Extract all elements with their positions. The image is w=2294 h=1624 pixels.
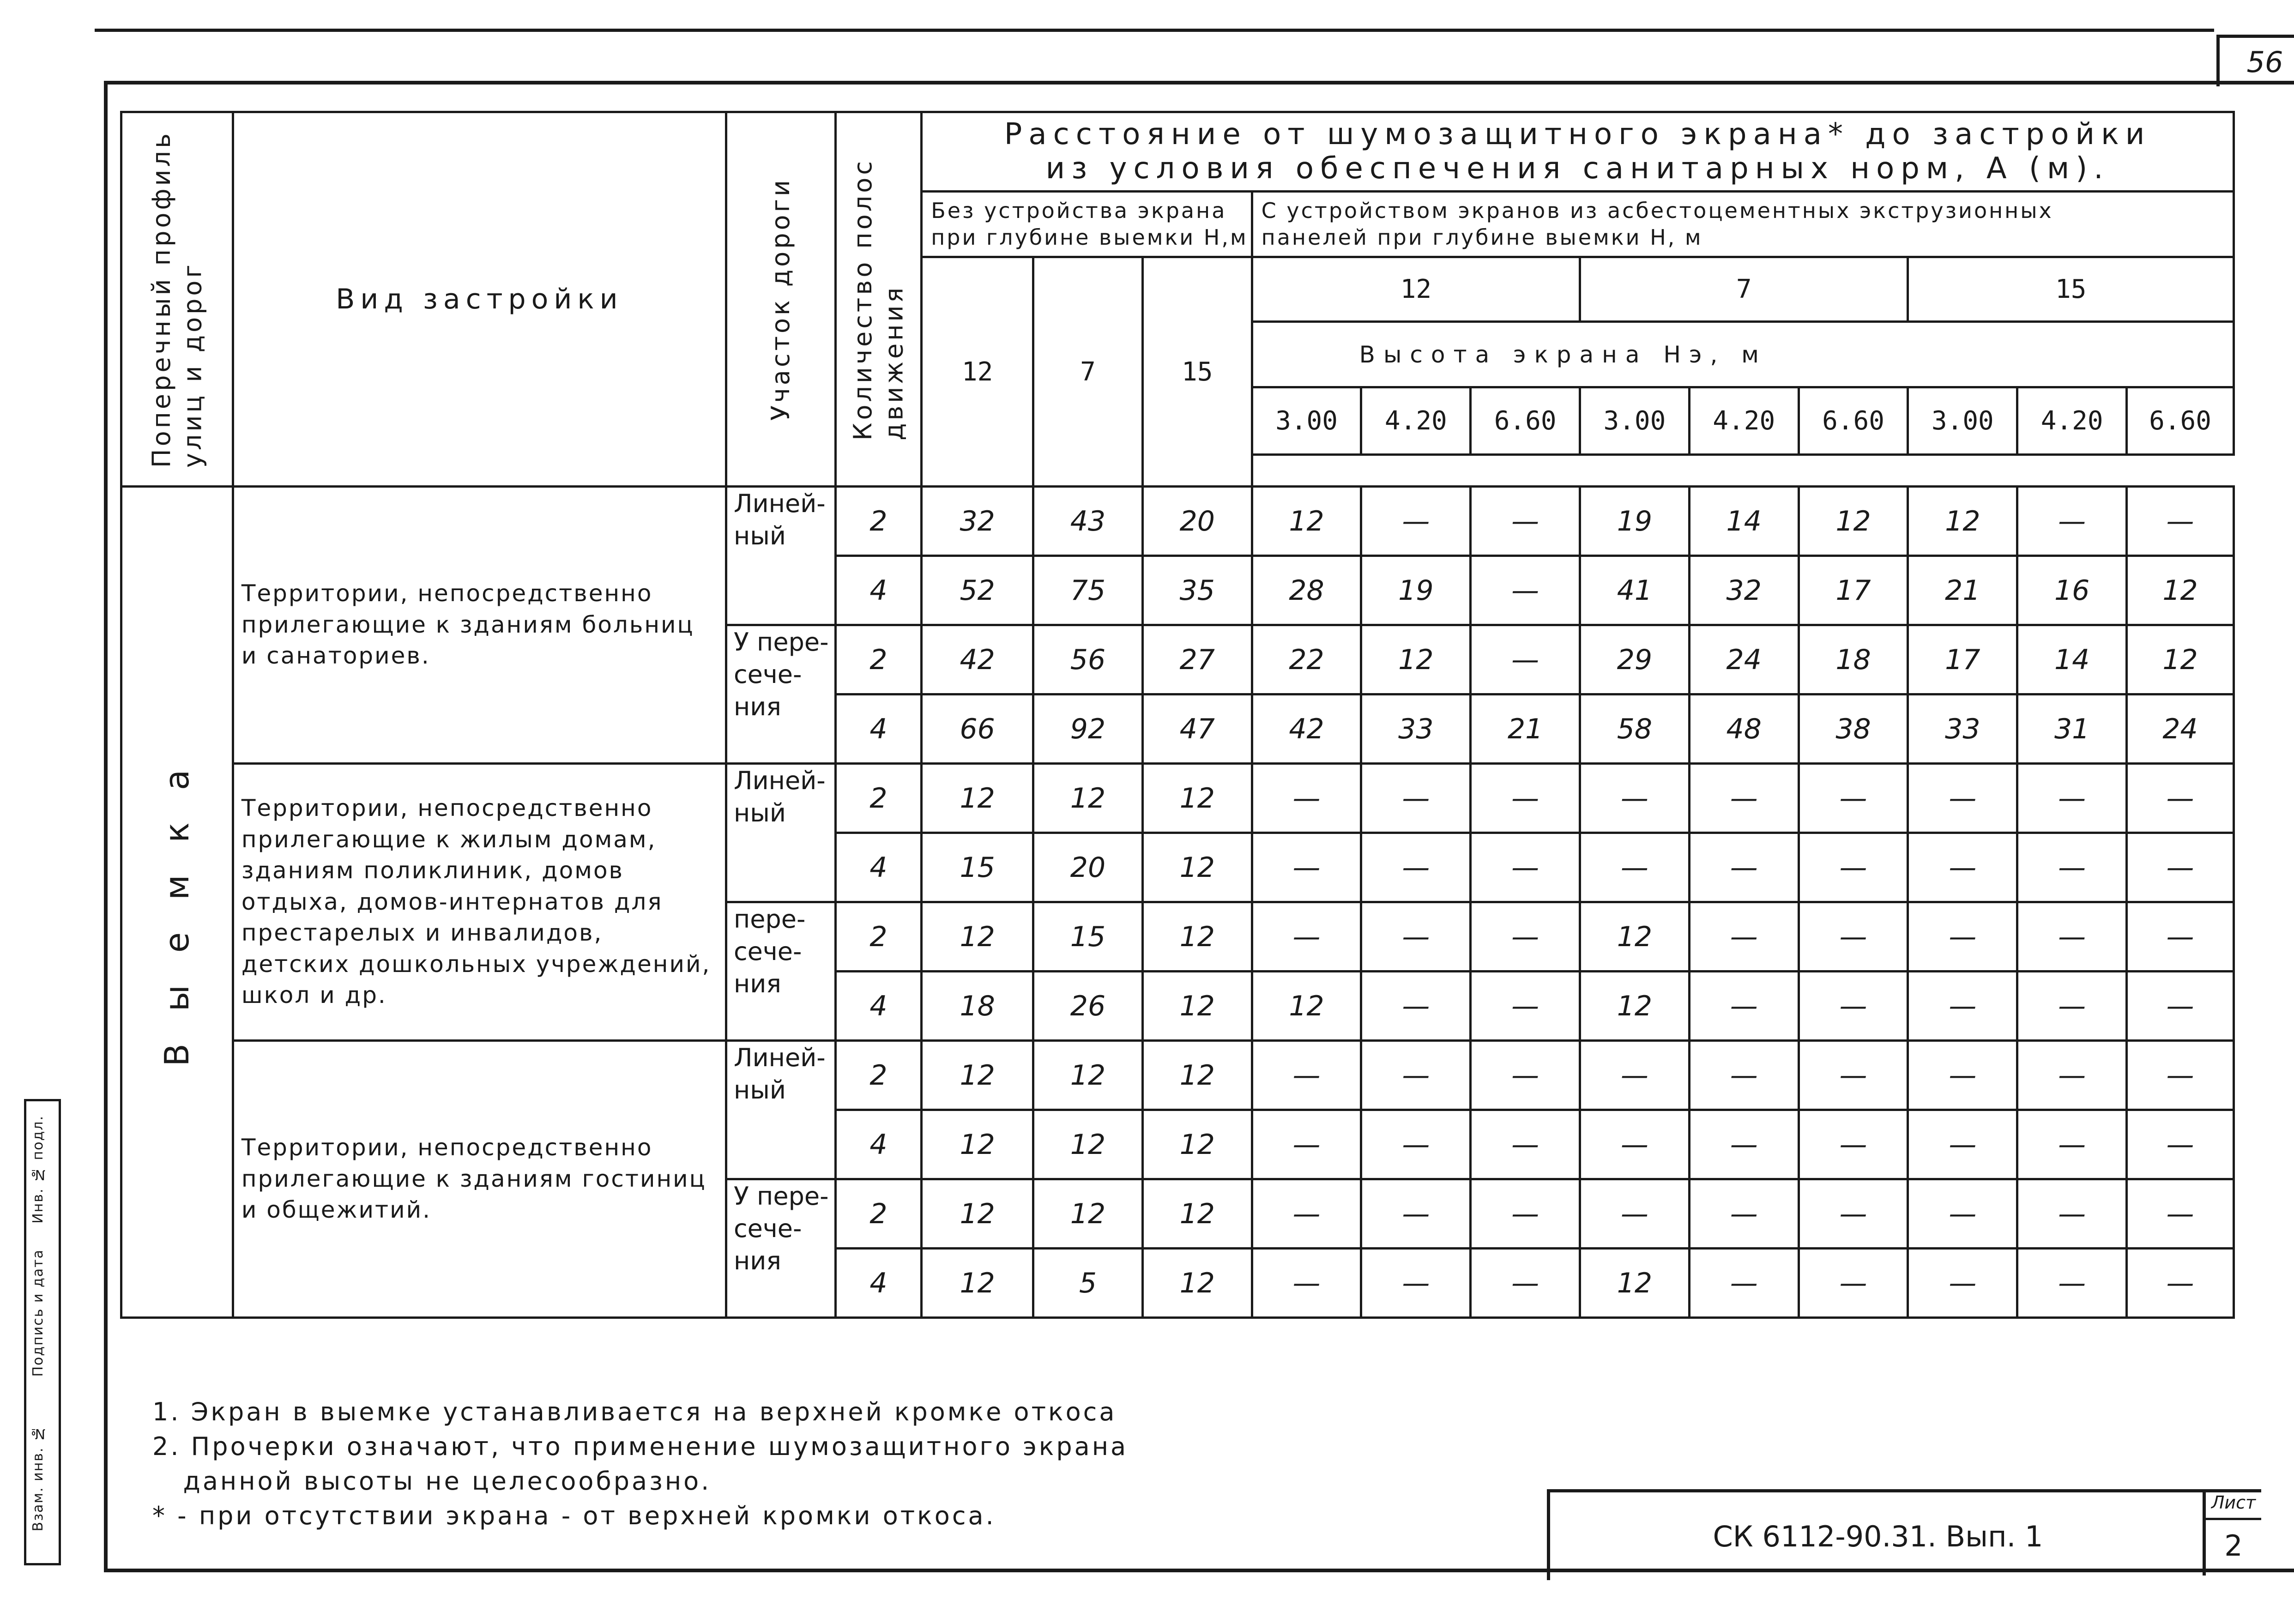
- distance-cell: —: [2017, 1249, 2127, 1318]
- header-depth-no-screen: 15: [1142, 257, 1252, 487]
- distance-cell: 12: [1142, 902, 1252, 972]
- header-depth-no-screen: 7: [1033, 257, 1143, 487]
- note-line: данной высоты не целесообразно.: [152, 1467, 712, 1496]
- distance-cell: —: [1799, 1249, 1908, 1318]
- distance-cell: —: [1580, 1110, 1690, 1179]
- profile-cell: Выемка: [121, 487, 233, 1318]
- top-rule: [95, 29, 2214, 32]
- header-screen-height-value: 4.20: [2017, 387, 2127, 455]
- table-row: [121, 487, 2234, 556]
- distance-cell: 12: [1142, 764, 1252, 833]
- distance-cell: —: [1908, 764, 2017, 833]
- distance-cell: 5: [1033, 1249, 1143, 1318]
- header-with-screen: С устройством экранов из асбестоцементных экструзионных панелей при глубине выемки Н, м: [1252, 192, 2234, 257]
- distance-cell: —: [1689, 764, 1799, 833]
- distance-cell: —: [1361, 487, 1471, 556]
- distance-cell: 12: [1033, 1110, 1143, 1179]
- header-type: Вид застройки: [233, 112, 726, 487]
- distance-cell: —: [1361, 972, 1471, 1041]
- distance-cell: —: [2017, 1110, 2127, 1179]
- distance-cell: 18: [922, 972, 1033, 1041]
- header-screen-height-value: 3.00: [1252, 387, 1361, 455]
- header-depth-screen: 12: [1252, 257, 1580, 322]
- distance-cell: 15: [1033, 902, 1143, 972]
- distance-cell: —: [1252, 1041, 1361, 1110]
- distance-cell: 12: [1142, 1249, 1252, 1318]
- side-stamp-field: Инв. № подл.: [30, 1115, 46, 1224]
- note-line: 1. Экран в выемке устанавливается на верхней кромке откоса: [152, 1397, 1117, 1426]
- notes: [152, 1395, 1128, 1533]
- lanes-cell: 2: [835, 487, 921, 556]
- distance-cell: —: [1689, 1110, 1799, 1179]
- distance-cell: —: [1361, 1179, 1471, 1249]
- distance-cell: 12: [1142, 1041, 1252, 1110]
- distance-cell: —: [1580, 1041, 1690, 1110]
- distance-cell: 66: [922, 694, 1033, 764]
- header-depth-screen: 7: [1580, 257, 1908, 322]
- distance-cell: 12: [1142, 972, 1252, 1041]
- distance-cell: 35: [1142, 556, 1252, 625]
- distance-cell: 42: [922, 625, 1033, 694]
- distance-cell: 28: [1252, 556, 1361, 625]
- distance-cell: —: [1908, 1249, 2017, 1318]
- distance-cell: —: [1252, 833, 1361, 902]
- development-type: Территории, непосредственно прилегающие к зданиям гостиниц и общежитий.: [233, 1041, 726, 1318]
- lanes-cell: 2: [835, 1179, 921, 1249]
- distance-cell: 75: [1033, 556, 1143, 625]
- distance-cell: —: [1689, 1249, 1799, 1318]
- page-number: 56: [2216, 35, 2294, 86]
- distance-cell: —: [1252, 1179, 1361, 1249]
- distance-cell: 12: [922, 1249, 1033, 1318]
- note-line: * - при отсутствии экрана - от верхней кромки откоса.: [152, 1501, 996, 1530]
- distance-cell: —: [1799, 902, 1908, 972]
- distance-cell: 52: [922, 556, 1033, 625]
- distance-cell: 12: [1580, 1249, 1690, 1318]
- distance-cell: —: [1799, 1110, 1908, 1179]
- distance-cell: 33: [1361, 694, 1471, 764]
- distance-cell: 12: [1361, 625, 1471, 694]
- distance-cell: —: [1799, 1179, 1908, 1249]
- distance-cell: —: [1471, 1110, 1580, 1179]
- distance-cell: 12: [1580, 902, 1690, 972]
- distance-cell: —: [1799, 764, 1908, 833]
- road-section: пере- сече- ния: [726, 902, 835, 1041]
- distance-cell: —: [2017, 487, 2127, 556]
- lanes-cell: 2: [835, 902, 921, 972]
- distance-cell: —: [1252, 902, 1361, 972]
- header-lanes: Количество полос движения: [835, 112, 921, 487]
- distance-cell: —: [1471, 625, 1580, 694]
- header-screen-height-value: 6.60: [1471, 387, 1580, 455]
- distance-cell: 12: [1799, 487, 1908, 556]
- distance-cell: —: [1471, 1179, 1580, 1249]
- distance-cell: —: [1471, 972, 1580, 1041]
- distance-cell: —: [1580, 833, 1690, 902]
- distance-cell: —: [1361, 764, 1471, 833]
- distance-cell: 12: [1033, 764, 1143, 833]
- side-stamp-field: Взам. инв. №: [30, 1425, 46, 1532]
- sheet-box: [2203, 1489, 2261, 1576]
- distance-cell: —: [1252, 764, 1361, 833]
- distance-cell: —: [1471, 487, 1580, 556]
- distance-cell: —: [2127, 833, 2234, 902]
- sheet-number: 2: [2224, 1528, 2243, 1563]
- distance-cell: 26: [1033, 972, 1143, 1041]
- side-stamp-field: Подпись и дата: [30, 1249, 46, 1377]
- distance-cell: —: [1471, 1041, 1580, 1110]
- distance-cell: —: [1908, 972, 2017, 1041]
- lanes-cell: 4: [835, 833, 921, 902]
- distance-cell: —: [1908, 1110, 2017, 1179]
- distance-cell: 12: [2127, 556, 2234, 625]
- distance-cell: —: [2127, 764, 2234, 833]
- distance-cell: 12: [1033, 1179, 1143, 1249]
- distance-cell: 12: [1252, 487, 1361, 556]
- lanes-cell: 4: [835, 1249, 921, 1318]
- road-section: У пере- сече- ния: [726, 625, 835, 764]
- distance-cell: 22: [1252, 625, 1361, 694]
- distance-cell: 20: [1142, 487, 1252, 556]
- distance-cell: 24: [2127, 694, 2234, 764]
- distance-cell: 12: [922, 1110, 1033, 1179]
- distance-cell: —: [2017, 972, 2127, 1041]
- distance-cell: 14: [1689, 487, 1799, 556]
- distance-cell: 56: [1033, 625, 1143, 694]
- table-row: [121, 764, 2234, 833]
- header-profile: Поперечный профиль улиц и дорог: [121, 112, 233, 487]
- distance-cell: 31: [2017, 694, 2127, 764]
- distance-cell: 27: [1142, 625, 1252, 694]
- distance-cell: —: [1908, 1041, 2017, 1110]
- header-screen-height-value: 6.60: [1799, 387, 1908, 455]
- distance-cell: —: [1361, 1110, 1471, 1179]
- road-section: Линей- ный: [726, 764, 835, 902]
- distance-cell: —: [1471, 902, 1580, 972]
- noise-screen-distance-table: [120, 111, 2235, 1319]
- lanes-cell: 4: [835, 694, 921, 764]
- distance-cell: 19: [1361, 556, 1471, 625]
- distance-cell: —: [1580, 764, 1690, 833]
- distance-cell: —: [2127, 902, 2234, 972]
- lanes-cell: 2: [835, 1041, 921, 1110]
- distance-cell: 33: [1908, 694, 2017, 764]
- distance-cell: —: [1689, 902, 1799, 972]
- distance-cell: 41: [1580, 556, 1690, 625]
- distance-cell: —: [1799, 972, 1908, 1041]
- distance-cell: —: [1908, 902, 2017, 972]
- distance-cell: 21: [1471, 694, 1580, 764]
- distance-cell: —: [1580, 1179, 1690, 1249]
- distance-cell: 48: [1689, 694, 1799, 764]
- distance-cell: —: [2127, 1249, 2234, 1318]
- distance-cell: 14: [2017, 625, 2127, 694]
- distance-cell: —: [1689, 833, 1799, 902]
- lanes-cell: 2: [835, 625, 921, 694]
- distance-cell: 38: [1799, 694, 1908, 764]
- distance-cell: 16: [2017, 556, 2127, 625]
- lanes-cell: 4: [835, 1110, 921, 1179]
- distance-cell: —: [2127, 487, 2234, 556]
- lanes-cell: 4: [835, 556, 921, 625]
- distance-cell: —: [1361, 1249, 1471, 1318]
- distance-cell: —: [2127, 1041, 2234, 1110]
- header-screen-height-value: 4.20: [1361, 387, 1471, 455]
- distance-cell: —: [1471, 1249, 1580, 1318]
- distance-cell: 42: [1252, 694, 1361, 764]
- distance-cell: —: [1252, 1110, 1361, 1179]
- header-screen-height-value: 4.20: [1689, 387, 1799, 455]
- distance-cell: 58: [1580, 694, 1690, 764]
- distance-cell: 43: [1033, 487, 1143, 556]
- distance-cell: 92: [1033, 694, 1143, 764]
- distance-cell: —: [2017, 833, 2127, 902]
- header-screen-height-value: 6.60: [2127, 387, 2234, 455]
- distance-cell: 20: [1033, 833, 1143, 902]
- distance-cell: —: [2017, 1041, 2127, 1110]
- distance-cell: 47: [1142, 694, 1252, 764]
- header-screen-height: Высота экрана Нэ, м: [1252, 322, 2234, 387]
- distance-cell: 12: [1252, 972, 1361, 1041]
- distance-cell: 32: [922, 487, 1033, 556]
- distance-cell: —: [1689, 1179, 1799, 1249]
- distance-cell: 12: [1142, 833, 1252, 902]
- distance-cell: 18: [1799, 625, 1908, 694]
- distance-cell: 12: [1033, 1041, 1143, 1110]
- distance-cell: —: [1799, 1041, 1908, 1110]
- distance-cell: —: [1689, 1041, 1799, 1110]
- distance-cell: 12: [2127, 625, 2234, 694]
- development-type: Территории, непосредственно прилегающие к зданиям больниц и санаториев.: [233, 487, 726, 764]
- header-depth-screen: 15: [1908, 257, 2234, 322]
- header-no-screen: Без устройства экрана при глубине выемки Н,м: [922, 192, 1252, 257]
- distance-cell: —: [1361, 1041, 1471, 1110]
- header-depth-no-screen: 12: [922, 257, 1033, 487]
- distance-cell: —: [1361, 833, 1471, 902]
- distance-cell: —: [2017, 902, 2127, 972]
- table-row: [121, 1041, 2234, 1110]
- distance-cell: 17: [1799, 556, 1908, 625]
- header-section: Участок дороги: [726, 112, 835, 487]
- distance-cell: —: [1361, 902, 1471, 972]
- distance-cell: 12: [922, 902, 1033, 972]
- distance-cell: 24: [1689, 625, 1799, 694]
- distance-cell: —: [2017, 1179, 2127, 1249]
- distance-cell: 12: [922, 764, 1033, 833]
- distance-cell: —: [1252, 1249, 1361, 1318]
- distance-cell: 12: [1142, 1179, 1252, 1249]
- side-stamp: [24, 1099, 61, 1565]
- distance-cell: 21: [1908, 556, 2017, 625]
- distance-cell: —: [1908, 1179, 2017, 1249]
- lanes-cell: 2: [835, 764, 921, 833]
- distance-cell: —: [2127, 1179, 2234, 1249]
- distance-cell: —: [2127, 972, 2234, 1041]
- distance-cell: 17: [1908, 625, 2017, 694]
- sheet-label: Лист: [2206, 1492, 2261, 1520]
- distance-cell: —: [1471, 764, 1580, 833]
- title-block-code: СК 6112-90.31. Вып. 1: [1547, 1489, 2206, 1580]
- road-section: Линей- ный: [726, 1041, 835, 1179]
- distance-cell: 32: [1689, 556, 1799, 625]
- distance-cell: —: [1799, 833, 1908, 902]
- header-distance-title: Расстояние от шумозащитного экрана* до застройки из условия обеспечения санитарных норм, А (м).: [922, 112, 2234, 192]
- note-line: 2. Прочерки означают, что применение шумозащитного экрана: [152, 1432, 1129, 1461]
- distance-cell: —: [2127, 1110, 2234, 1179]
- distance-cell: 19: [1580, 487, 1690, 556]
- distance-cell: —: [2017, 764, 2127, 833]
- road-section: У пере- сече- ния: [726, 1179, 835, 1318]
- distance-cell: 12: [1908, 487, 2017, 556]
- lanes-cell: 4: [835, 972, 921, 1041]
- road-section: Линей- ный: [726, 487, 835, 625]
- distance-cell: —: [1471, 833, 1580, 902]
- distance-cell: —: [1471, 556, 1580, 625]
- distance-cell: —: [1908, 833, 2017, 902]
- development-type: Территории, непосредственно прилегающие к жилым домам, зданиям поликлиник, домов отдыха, домов-интернатов для престарелых и инвалидов, детских дошкольных учреждений, школ и др.: [233, 764, 726, 1041]
- distance-cell: 12: [1142, 1110, 1252, 1179]
- distance-cell: 12: [922, 1179, 1033, 1249]
- distance-cell: 15: [922, 833, 1033, 902]
- header-screen-height-value: 3.00: [1908, 387, 2017, 455]
- header-screen-height-value: 3.00: [1580, 387, 1690, 455]
- distance-cell: 29: [1580, 625, 1690, 694]
- distance-cell: —: [1689, 972, 1799, 1041]
- distance-cell: 12: [1580, 972, 1690, 1041]
- distance-cell: 12: [922, 1041, 1033, 1110]
